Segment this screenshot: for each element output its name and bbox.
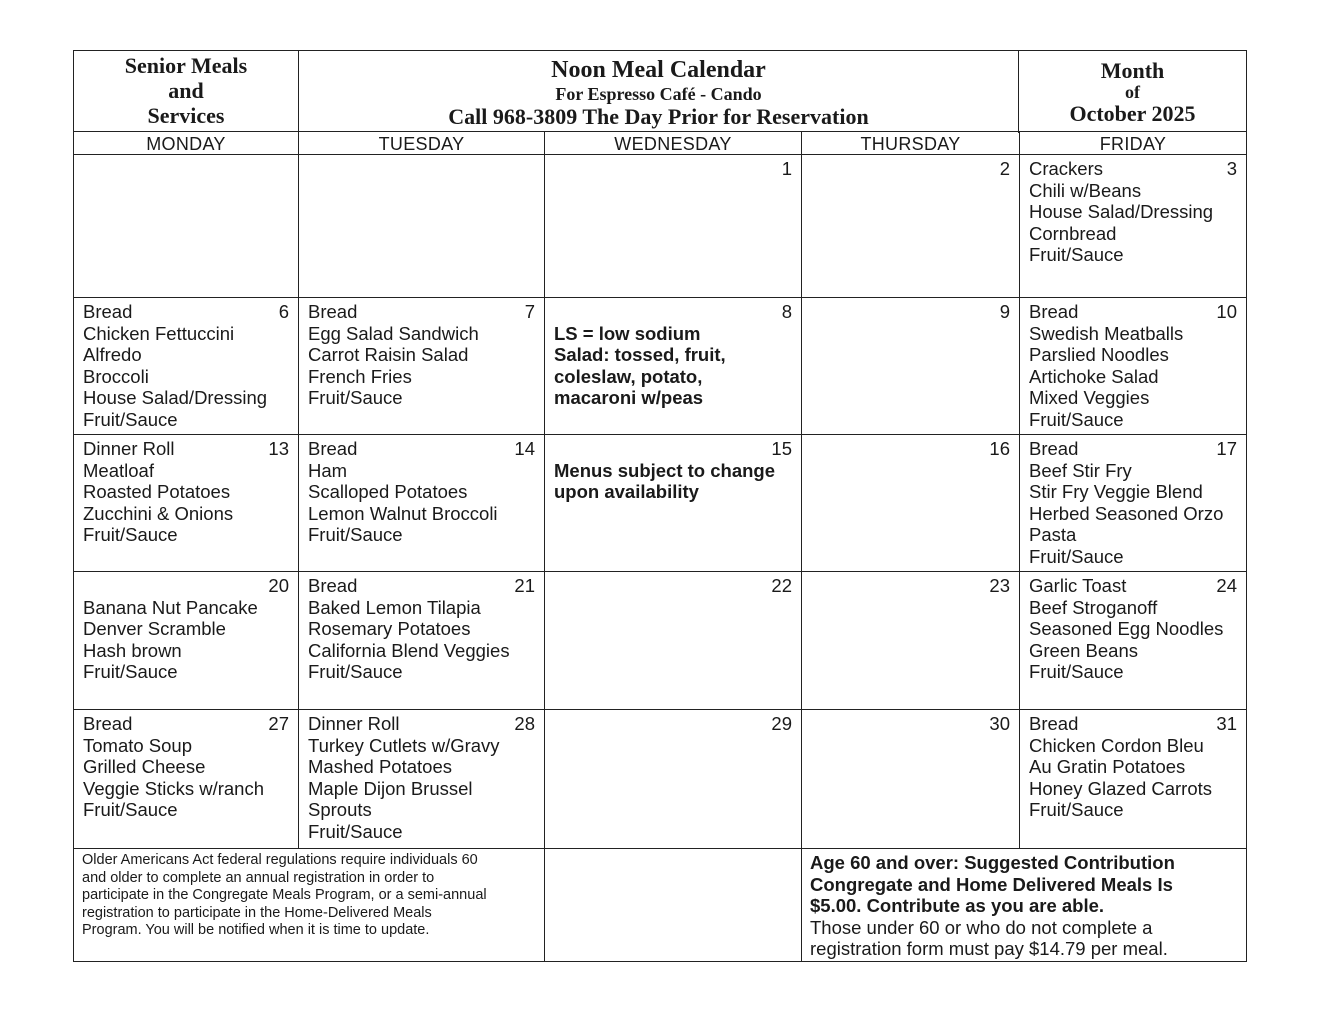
notice-line: registration to participate in the Home-Delivered Meals xyxy=(82,904,432,921)
menu-item: Cornbread xyxy=(1029,222,1117,244)
menu-item: Bread xyxy=(1029,438,1079,459)
day-number: 6 xyxy=(278,301,289,322)
day-number: 28 xyxy=(514,713,535,734)
month-block xyxy=(1019,51,1246,133)
menu-item: Roasted Potatoes xyxy=(83,481,231,502)
menu-item: Swedish Meatballs xyxy=(1029,322,1184,344)
menu-item: Green Beans xyxy=(1029,639,1139,661)
org-name-line: Services xyxy=(147,103,225,128)
day-cell xyxy=(1020,435,1246,571)
day-number: 27 xyxy=(268,713,289,734)
menu-item: Bread xyxy=(83,301,133,322)
day-number: 7 xyxy=(524,301,535,322)
month-of: of xyxy=(1125,82,1140,102)
day-cell xyxy=(802,435,1019,571)
day-cell xyxy=(299,572,544,709)
menu-item: Chili w/Beans xyxy=(1029,179,1142,201)
day-cell xyxy=(74,155,298,297)
day-number: 3 xyxy=(1226,158,1237,179)
contribution-line: $5.00. Contribute as you are able. xyxy=(810,895,1105,916)
day-cell xyxy=(802,298,1019,434)
day-number: 16 xyxy=(989,438,1010,459)
menu-item: coleslaw, potato, xyxy=(554,365,703,387)
menu-item: Rosemary Potatoes xyxy=(308,618,471,639)
menu-item: Bread xyxy=(1029,301,1079,322)
menu-item: California Blend Veggies xyxy=(308,639,510,661)
day-header-thursday: THURSDAY xyxy=(860,134,961,154)
menu-item: Dinner Roll xyxy=(308,713,400,734)
menu-item: Mixed Veggies xyxy=(1029,387,1150,408)
contribution-line: registration form must pay $14.79 per meal. xyxy=(810,938,1168,959)
menu-item: Sprouts xyxy=(308,799,372,820)
menu-item: Mashed Potatoes xyxy=(308,756,452,777)
menu-item: Bread xyxy=(308,575,358,596)
menu-item: Baked Lemon Tilapia xyxy=(308,596,481,618)
day-number: 31 xyxy=(1216,713,1237,734)
day-cell xyxy=(802,710,1019,848)
menu-item: Fruit/Sauce xyxy=(1029,244,1124,265)
menu-item: Beef Stir Fry xyxy=(1029,459,1132,481)
menu-item: Dinner Roll xyxy=(83,438,175,459)
org-name-line: Senior Meals xyxy=(124,53,248,78)
org-name-line: and xyxy=(168,78,204,103)
menu-item: upon availability xyxy=(554,481,699,502)
menu-item: Lemon Walnut Broccoli xyxy=(308,502,498,524)
menu-item: Crackers xyxy=(1029,158,1104,179)
day-cell xyxy=(545,435,801,571)
menu-item: Fruit/Sauce xyxy=(1029,799,1124,820)
menu-item: Au Gratin Potatoes xyxy=(1029,756,1186,777)
day-header-tuesday: TUESDAY xyxy=(378,134,465,154)
menu-item: Salad: tossed, fruit, xyxy=(554,344,726,365)
day-number: 21 xyxy=(514,575,535,596)
day-number: 8 xyxy=(781,301,792,322)
day-number: 22 xyxy=(771,575,792,596)
menu-item: Ham xyxy=(308,459,348,481)
contribution-line: Those under 60 or who do not complete a xyxy=(810,916,1153,938)
menu-item: Alfredo xyxy=(83,344,142,365)
day-header-friday: FRIDAY xyxy=(1099,134,1167,154)
notice-line: Older Americans Act federal regulations require individuals 60 xyxy=(82,852,478,868)
menu-item: Fruit/Sauce xyxy=(83,408,178,430)
day-number: 30 xyxy=(989,713,1010,734)
menu-item: Herbed Seasoned Orzo xyxy=(1029,502,1224,524)
day-cell xyxy=(74,710,298,848)
notice-line: participate in the Congregate Meals Program, or a semi-annual xyxy=(82,887,487,903)
menu-item: Bread xyxy=(308,301,358,322)
day-cell xyxy=(545,155,801,297)
menu-item: Banana Nut Pancake xyxy=(83,596,258,618)
day-number: 29 xyxy=(771,713,792,734)
calendar-subtitle: For Espresso Café - Cando xyxy=(555,84,762,104)
day-number: 13 xyxy=(268,438,289,459)
day-cell xyxy=(299,710,544,848)
menu-item: Meatloaf xyxy=(83,459,154,481)
menu-item: Fruit/Sauce xyxy=(308,820,403,842)
contribution-line: Age 60 and over: Suggested Contribution xyxy=(810,852,1175,873)
menu-item xyxy=(554,301,793,323)
day-number: 2 xyxy=(999,158,1010,179)
menu-item: Honey Glazed Carrots xyxy=(1029,777,1213,799)
menu-item: Fruit/Sauce xyxy=(83,524,178,545)
day-cell xyxy=(545,710,801,848)
day-number: 24 xyxy=(1216,575,1237,596)
month-value: October 2025 xyxy=(1069,101,1196,126)
day-cell xyxy=(802,155,1019,297)
day-number: 17 xyxy=(1216,438,1237,459)
month-label: Month xyxy=(1100,58,1165,83)
day-cell xyxy=(1020,572,1246,709)
menu-item: Carrot Raisin Salad xyxy=(308,344,469,365)
menu-item: Parslied Noodles xyxy=(1029,344,1169,365)
menu-item: Veggie Sticks w/ranch xyxy=(83,777,264,799)
menu-item: Chicken Cordon Bleu xyxy=(1029,734,1204,756)
day-cell xyxy=(1020,710,1246,848)
menu-item: Egg Salad Sandwich xyxy=(308,322,479,344)
menu-item: Chicken Fettuccini xyxy=(83,322,235,344)
menu-item: Turkey Cutlets w/Gravy xyxy=(308,734,500,756)
menu-item: Bread xyxy=(308,438,358,459)
menu-item: Tomato Soup xyxy=(83,734,193,756)
calendar-title: Noon Meal Calendar xyxy=(551,57,766,83)
calendar-title-block xyxy=(299,51,1019,133)
menu-item: Pasta xyxy=(1029,524,1077,545)
day-number: 15 xyxy=(771,438,792,459)
menu-item: Fruit/Sauce xyxy=(308,661,403,682)
menu-item: Broccoli xyxy=(83,365,149,387)
contribution-notice xyxy=(802,849,1246,960)
menu-item: Maple Dijon Brussel xyxy=(308,777,473,799)
day-cell xyxy=(299,298,544,434)
menu-item: macaroni w/peas xyxy=(554,387,704,408)
menu-item: Beef Stroganoff xyxy=(1029,596,1158,618)
menu-item: House Salad/Dressing xyxy=(83,387,268,408)
menu-item: Grilled Cheese xyxy=(83,756,206,777)
day-cell xyxy=(545,572,801,709)
menu-item: Garlic Toast xyxy=(1029,575,1127,596)
menu-item: Scalloped Potatoes xyxy=(308,481,468,502)
contribution-line: Congregate and Home Delivered Meals Is xyxy=(810,873,1173,895)
org-name xyxy=(74,51,299,133)
menu-item: Denver Scramble xyxy=(83,618,226,639)
menu-item: House Salad/Dressing xyxy=(1029,201,1214,222)
menu-item: Bread xyxy=(1029,713,1079,734)
menu-item: Hash brown xyxy=(83,639,182,661)
registration-notice xyxy=(74,849,544,940)
notice-line: and older to complete an annual registration in order to xyxy=(82,869,435,886)
menu-item: Fruit/Sauce xyxy=(83,799,178,820)
menu-item: Stir Fry Veggie Blend xyxy=(1029,481,1203,502)
day-header-wednesday: WEDNESDAY xyxy=(614,134,732,154)
day-number: 1 xyxy=(781,158,792,179)
menu-item: Bread xyxy=(83,713,133,734)
day-cell xyxy=(74,572,298,709)
menu-item: Fruit/Sauce xyxy=(1029,661,1124,682)
menu-item: LS = low sodium xyxy=(554,322,701,344)
menu-item: Zucchini & Onions xyxy=(83,502,234,524)
menu-item xyxy=(554,438,793,460)
menu-item: Fruit/Sauce xyxy=(83,661,178,682)
menu-item: Fruit/Sauce xyxy=(308,524,403,545)
day-number: 20 xyxy=(268,575,289,596)
day-cell xyxy=(299,155,544,297)
menu-item: Fruit/Sauce xyxy=(1029,408,1124,430)
day-number: 10 xyxy=(1216,301,1237,322)
menu-item: Artichoke Salad xyxy=(1029,365,1159,387)
divider xyxy=(74,131,1246,132)
day-cell xyxy=(1020,298,1246,434)
day-cell xyxy=(545,298,801,434)
notice-line: Program. You will be notified when it is time to update. xyxy=(82,922,430,938)
day-header-monday: MONDAY xyxy=(146,134,226,154)
day-cell xyxy=(74,435,298,571)
menu-item: Fruit/Sauce xyxy=(1029,545,1124,567)
day-number: 23 xyxy=(989,575,1010,596)
day-number: 9 xyxy=(999,301,1010,322)
day-cell xyxy=(802,572,1019,709)
day-cell xyxy=(1020,155,1246,297)
menu-item: Seasoned Egg Noodles xyxy=(1029,618,1224,639)
menu-item: Menus subject to change xyxy=(554,459,776,481)
day-number: 14 xyxy=(514,438,535,459)
day-cell xyxy=(299,435,544,571)
menu-item: French Fries xyxy=(308,365,412,387)
meal-calendar xyxy=(73,50,1247,962)
menu-item xyxy=(83,575,290,597)
reservation-note: Call 968-3809 The Day Prior for Reservation xyxy=(448,104,869,129)
menu-item: Fruit/Sauce xyxy=(308,387,403,408)
day-cell xyxy=(74,298,298,434)
